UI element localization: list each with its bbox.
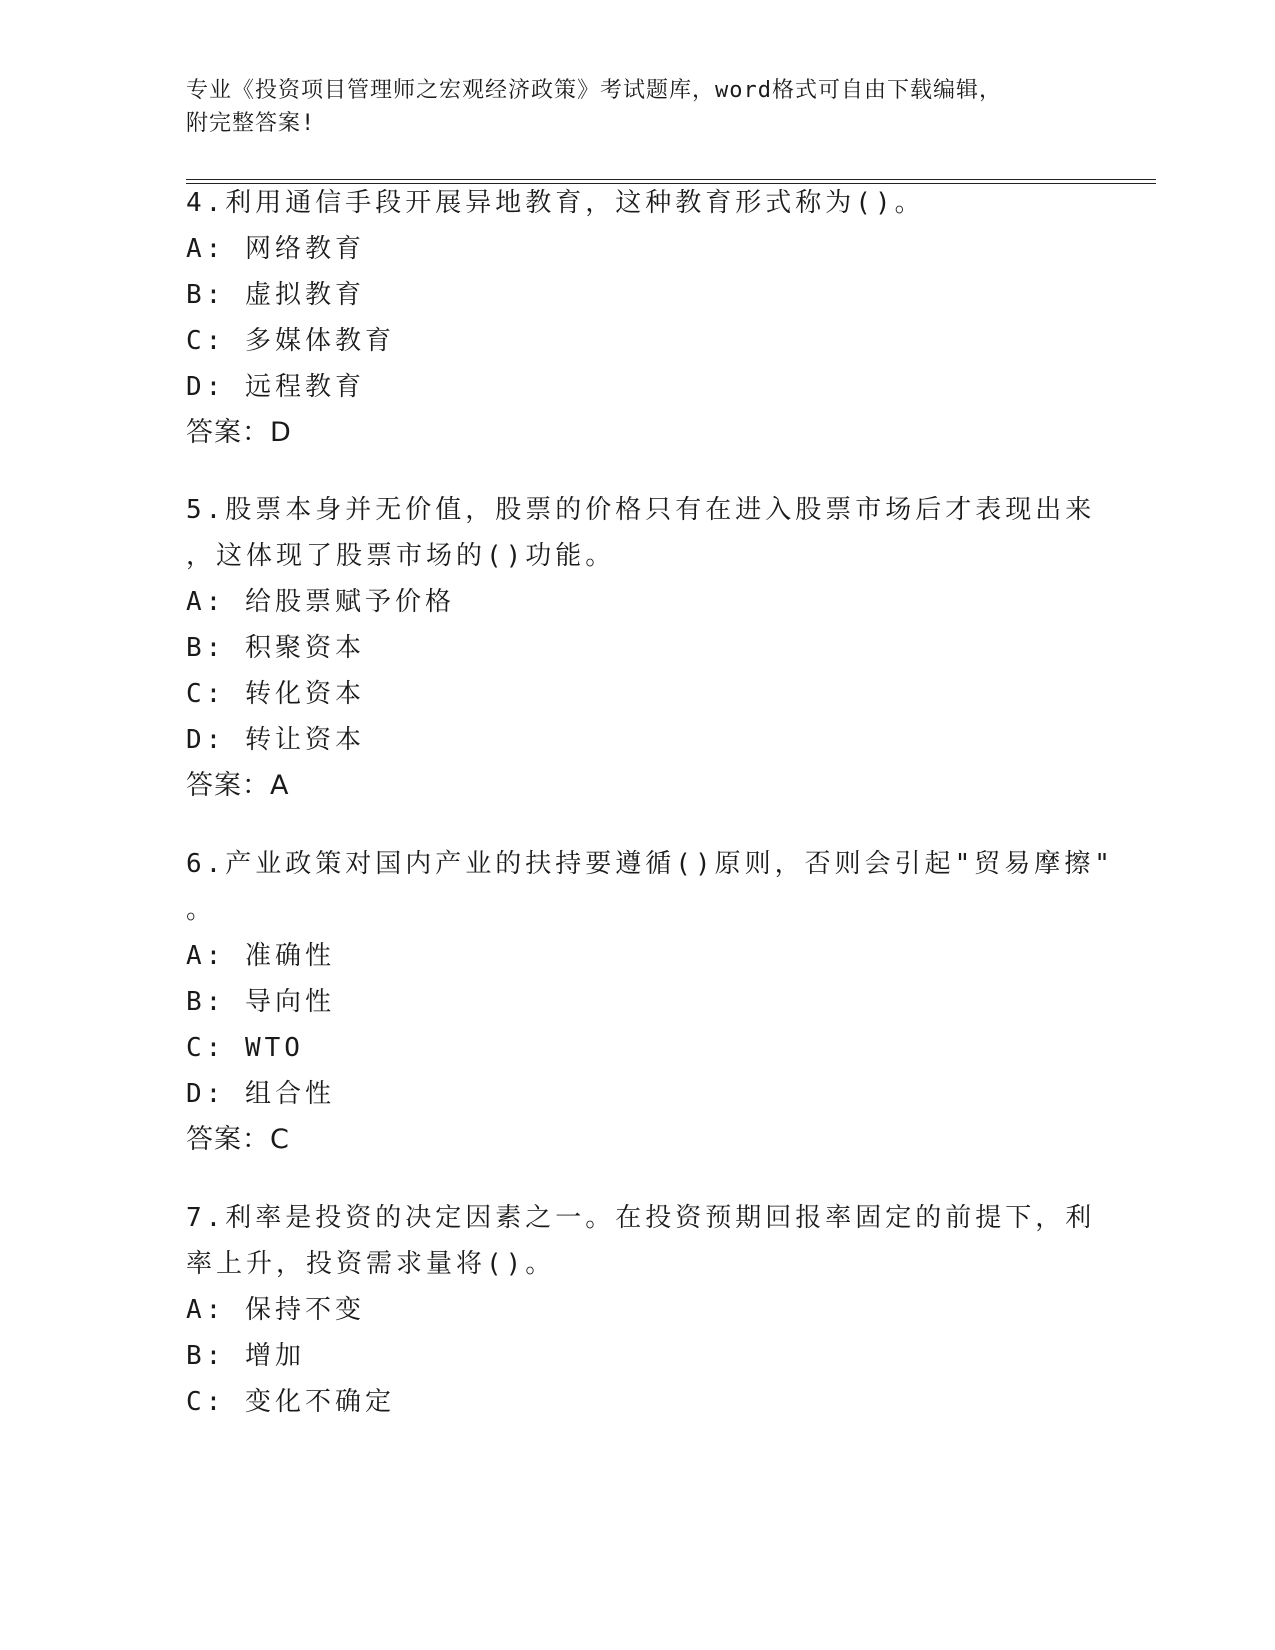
document-header (186, 74, 1066, 140)
question-stem-cont: 率上升，投资需求量将()。 (186, 1249, 556, 1279)
option-d: D: 转让资本 (186, 725, 365, 755)
option-c: C: 变化不确定 (186, 1387, 395, 1417)
question-stem: 4.利用通信手段开展异地教育，这种教育形式称为()。 (186, 188, 925, 218)
question-stem: 6.产业政策对国内产业的扶持要遵循()原则，否则会引起"贸易摩擦" (186, 849, 1114, 879)
option-a: A: 保持不变 (186, 1295, 365, 1325)
option-b: B: 导向性 (186, 987, 335, 1017)
answer: 答案：C (186, 1124, 290, 1155)
option-c: C: 转化资本 (186, 679, 365, 709)
option-b: B: 增加 (186, 1341, 305, 1371)
question-stem-cont: ，这体现了股票市场的()功能。 (186, 541, 616, 571)
header-line-2: 附完整答案! (186, 111, 316, 136)
option-a: A: 准确性 (186, 941, 335, 971)
question-4 (186, 180, 1086, 456)
question-stem-cont: 。 (186, 895, 217, 925)
question-stem: 5.股票本身并无价值，股票的价格只有在进入股票市场后才表现出来 (186, 495, 1096, 525)
header-line-1: 专业《投资项目管理师之宏观经济政策》考试题库，word格式可自由下载编辑， (186, 78, 1002, 103)
option-b: B: 积聚资本 (186, 633, 365, 663)
answer: 答案：D (186, 417, 292, 448)
question-7 (186, 1195, 1096, 1425)
option-a: A: 给股票赋予价格 (186, 587, 455, 617)
question-stem: 7.利率是投资的决定因素之一。在投资预期回报率固定的前提下，利 (186, 1203, 1096, 1233)
option-a: A: 网络教育 (186, 234, 365, 264)
option-c: C: 多媒体教育 (186, 326, 395, 356)
option-c: C: WTO (186, 1033, 304, 1063)
option-d: D: 远程教育 (186, 372, 365, 402)
option-b: B: 虚拟教育 (186, 280, 365, 310)
question-6 (186, 841, 1114, 1163)
question-5 (186, 487, 1096, 809)
answer: 答案：A (186, 770, 290, 801)
option-d: D: 组合性 (186, 1079, 335, 1109)
